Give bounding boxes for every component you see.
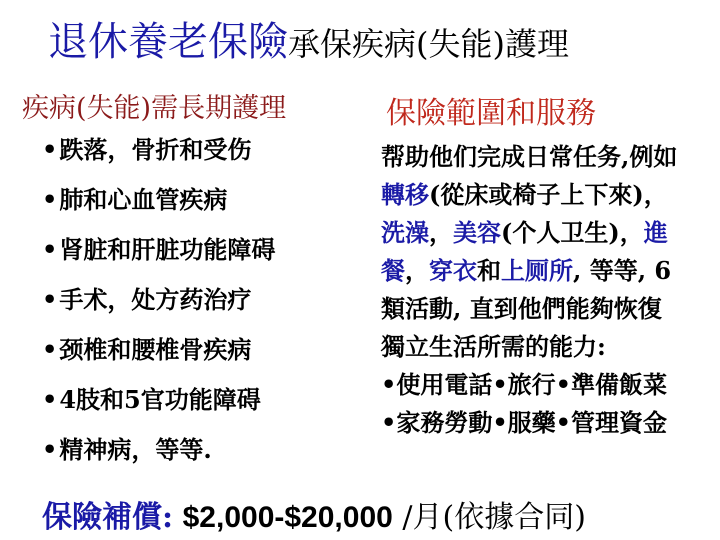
bullet: •: [42, 335, 58, 364]
condition-list: [42, 134, 275, 484]
text-run: 帮助他们完成日常任务,例如: [381, 142, 678, 171]
text-run: (个人卫生)，: [501, 218, 644, 247]
list-item-label: 4肢和5官功能障碍: [59, 385, 261, 414]
compensation-line: [42, 492, 586, 536]
bullet: •: [42, 385, 58, 414]
services-list: •使用電話•旅行•準備飯菜•家務勞動•服藥•管理資金: [381, 370, 668, 437]
list-item-label: 颈椎和腰椎骨疾病: [59, 335, 252, 364]
text-run: 和: [477, 256, 501, 285]
bullet: •: [42, 285, 58, 314]
list-item: [42, 234, 275, 284]
right-heading: 保險範圍和服務: [386, 96, 596, 131]
page-title: [48, 18, 569, 66]
highlight-transfer: 轉移: [381, 180, 429, 209]
list-item: [42, 134, 275, 184]
text-run: , 等等, 6類活動, 直到他們能夠恢復獨立生活所需的能力:: [381, 256, 672, 361]
highlight-grooming: 美容: [453, 218, 501, 247]
compensation-note: (依據合同): [442, 500, 586, 535]
left-heading: 疾病(失能)需長期護理: [22, 93, 287, 124]
highlight-dressing: 穿衣: [429, 256, 477, 285]
list-item-label: 手术，处方药治疗: [59, 285, 252, 314]
highlight-bathing: 洗澡: [381, 218, 429, 247]
list-item: [42, 184, 275, 234]
bullet: •: [42, 135, 58, 164]
list-item: [42, 384, 275, 434]
text-run: ，: [429, 218, 453, 247]
compensation-unit: /月: [402, 500, 443, 535]
text-run: ，: [405, 256, 429, 285]
list-item: [42, 284, 275, 334]
list-item-label: 精神病，等等.: [59, 435, 212, 464]
highlight-toileting: 上厕所: [501, 256, 573, 285]
bullet: •: [42, 235, 58, 264]
highlight-eating: 進餐: [381, 218, 668, 285]
list-item-label: 跌落，骨折和受伤: [59, 135, 252, 164]
services-description: [381, 138, 681, 442]
list-item: [42, 334, 275, 384]
title-rest: 承保疾病(失能)護理: [288, 25, 569, 63]
compensation-label: 保險補償:: [42, 500, 174, 535]
list-item: [42, 434, 275, 484]
list-item-label: 肾脏和肝脏功能障碍: [59, 235, 276, 264]
bullet: •: [42, 435, 58, 464]
bullet: •: [42, 185, 58, 214]
text-run: (從床或椅子上下來)，: [429, 180, 668, 209]
list-item-label: 肺和心血管疾病: [59, 185, 228, 214]
compensation-amount: $2,000-$20,000: [182, 501, 393, 534]
title-main: 退休養老保險: [48, 19, 288, 65]
